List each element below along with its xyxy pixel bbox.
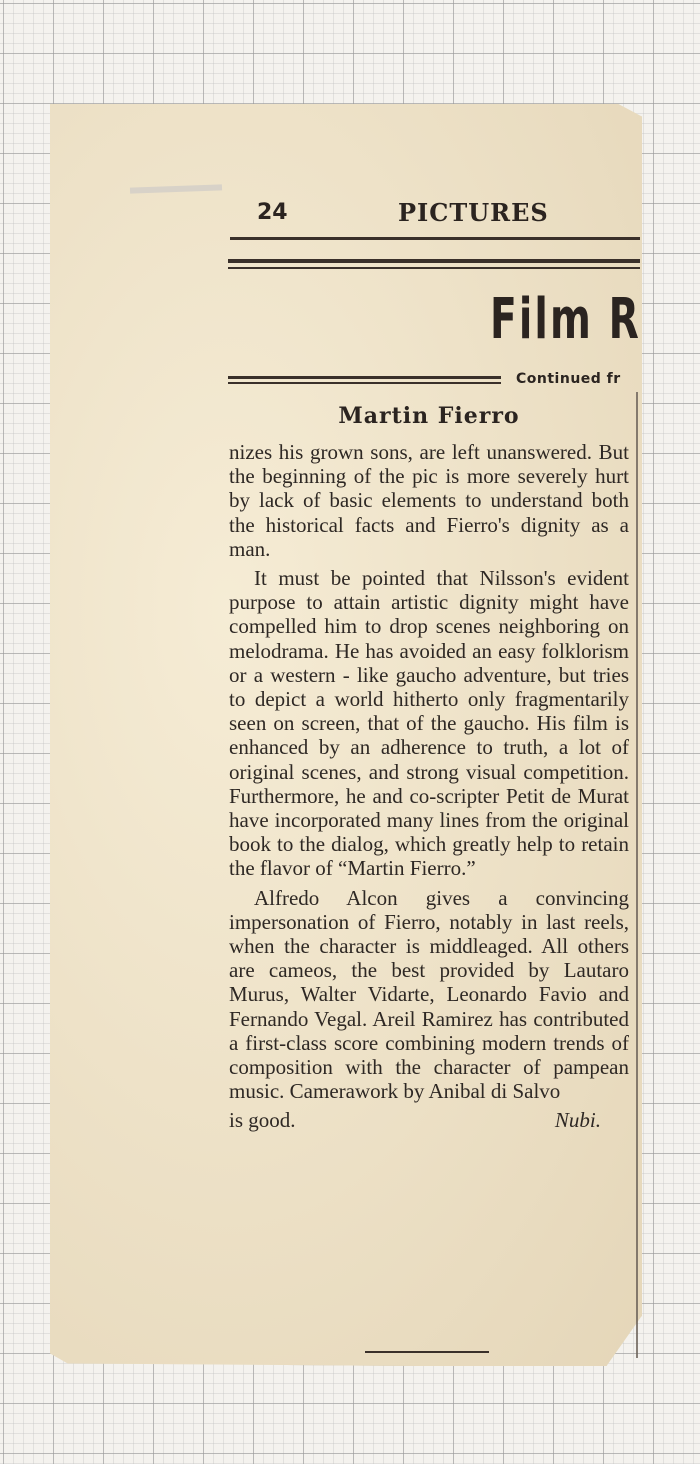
headline: Film R: [490, 287, 641, 352]
section-title: PICTURES: [398, 198, 549, 227]
paragraph: nizes his grown sons, are left unanswered. But the beginning of the pic is more severely hurt by lack of basic elements to understand both the historical facts and Fierro's dignity as a man.: [229, 440, 629, 561]
closing-text: is good.: [229, 1108, 296, 1133]
continued-rule-1: [228, 376, 501, 379]
page-number: 24: [257, 200, 288, 225]
header-rule-3: [228, 267, 640, 269]
end-rule: [365, 1351, 489, 1353]
article-title: Martin Fierro: [338, 403, 520, 429]
paragraph: It must be pointed that Nilsson's evident purpose to attain artistic dignity might have compelled him to drop scenes neighboring on melodrama. He has avoided an easy folklorism or a western - like gaucho adventure, but tries to depict a world hitherto only fragmentarily seen on screen, that of the gaucho. His film is enhanced by an adherence to truth, a lot of original scenes, and strong visual competition. Furthermore, he and co-scripter Petit de Murat have incorporated many lines from the original book to the dialog, which greatly help to retain the flavor of “Martin Fierro.”: [229, 566, 629, 881]
continued-label: Continued fr: [516, 371, 621, 387]
column-border: [636, 392, 638, 1358]
header-rule-1: [230, 237, 640, 240]
paragraph: Alfredo Alcon gives a convincing impersonation of Fierro, notably in last reels, when the character is middleaged. All others are cameos, the best provided by Lautaro Murus, Walter Vidarte, Leonardo Favio and Fernando Vegal. Areil Ramirez has contributed a first-class score combining modern trends of composition with the character of pampean music. Camerawork by Anibal di Salvo: [229, 885, 629, 1104]
closing-line: [229, 1108, 629, 1132]
article-body: [229, 440, 629, 1133]
signature: Nubi.: [554, 1108, 601, 1133]
header-rule-2: [228, 259, 640, 263]
continued-rule-2: [228, 382, 501, 384]
